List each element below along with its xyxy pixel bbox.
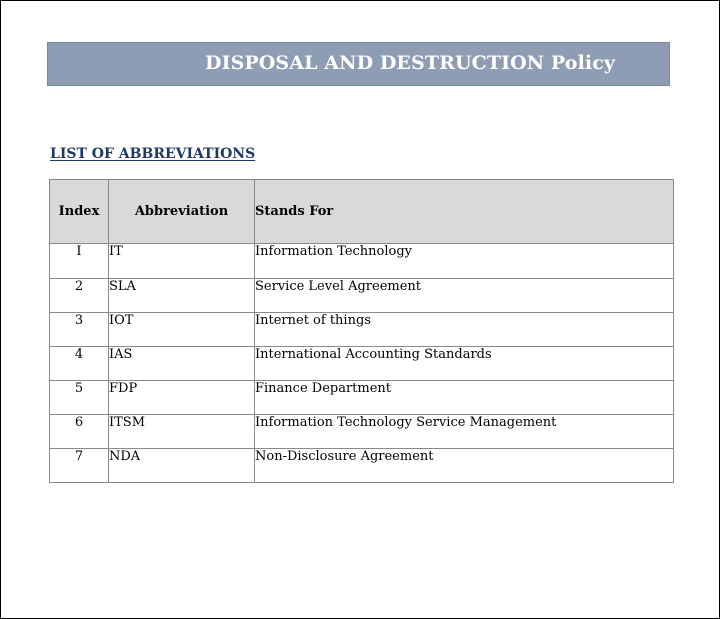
row-stands-for: Internet of things [255, 313, 674, 347]
row-stands-for: Service Level Agreement [255, 279, 674, 313]
header-index: Index [50, 180, 109, 244]
row-abbreviation: NDA [109, 449, 255, 483]
title-banner [47, 42, 670, 86]
row-abbreviation: IOT [109, 313, 255, 347]
table-row [50, 279, 674, 313]
row-stands-for: Non-Disclosure Agreement [255, 449, 674, 483]
section-heading: LIST OF ABBREVIATIONS [50, 146, 256, 162]
header-stands-for: Stands For [255, 180, 674, 244]
row-index: 5 [50, 381, 109, 415]
table-row [50, 381, 674, 415]
row-abbreviation: SLA [109, 279, 255, 313]
row-index: 2 [50, 279, 109, 313]
row-index: 3 [50, 313, 109, 347]
row-abbreviation: IAS [109, 347, 255, 381]
table-row [50, 313, 674, 347]
row-index: 7 [50, 449, 109, 483]
row-index: I [50, 244, 109, 279]
table-row [50, 415, 674, 449]
row-stands-for: Finance Department [255, 381, 674, 415]
table-row [50, 244, 674, 279]
row-abbreviation: FDP [109, 381, 255, 415]
row-abbreviation: IT [109, 244, 255, 279]
table-header-row [50, 180, 674, 244]
row-abbreviation: ITSM [109, 415, 255, 449]
row-index: 6 [50, 415, 109, 449]
row-stands-for: International Accounting Standards [255, 347, 674, 381]
row-index: 4 [50, 347, 109, 381]
table-row [50, 449, 674, 483]
header-abbreviation: Abbreviation [109, 180, 255, 244]
abbreviations-table [49, 179, 674, 483]
table-row [50, 347, 674, 381]
row-stands-for: Information Technology [255, 244, 674, 279]
document-title: DISPOSAL AND DESTRUCTION Policy [205, 52, 616, 74]
row-stands-for: Information Technology Service Management [255, 415, 674, 449]
